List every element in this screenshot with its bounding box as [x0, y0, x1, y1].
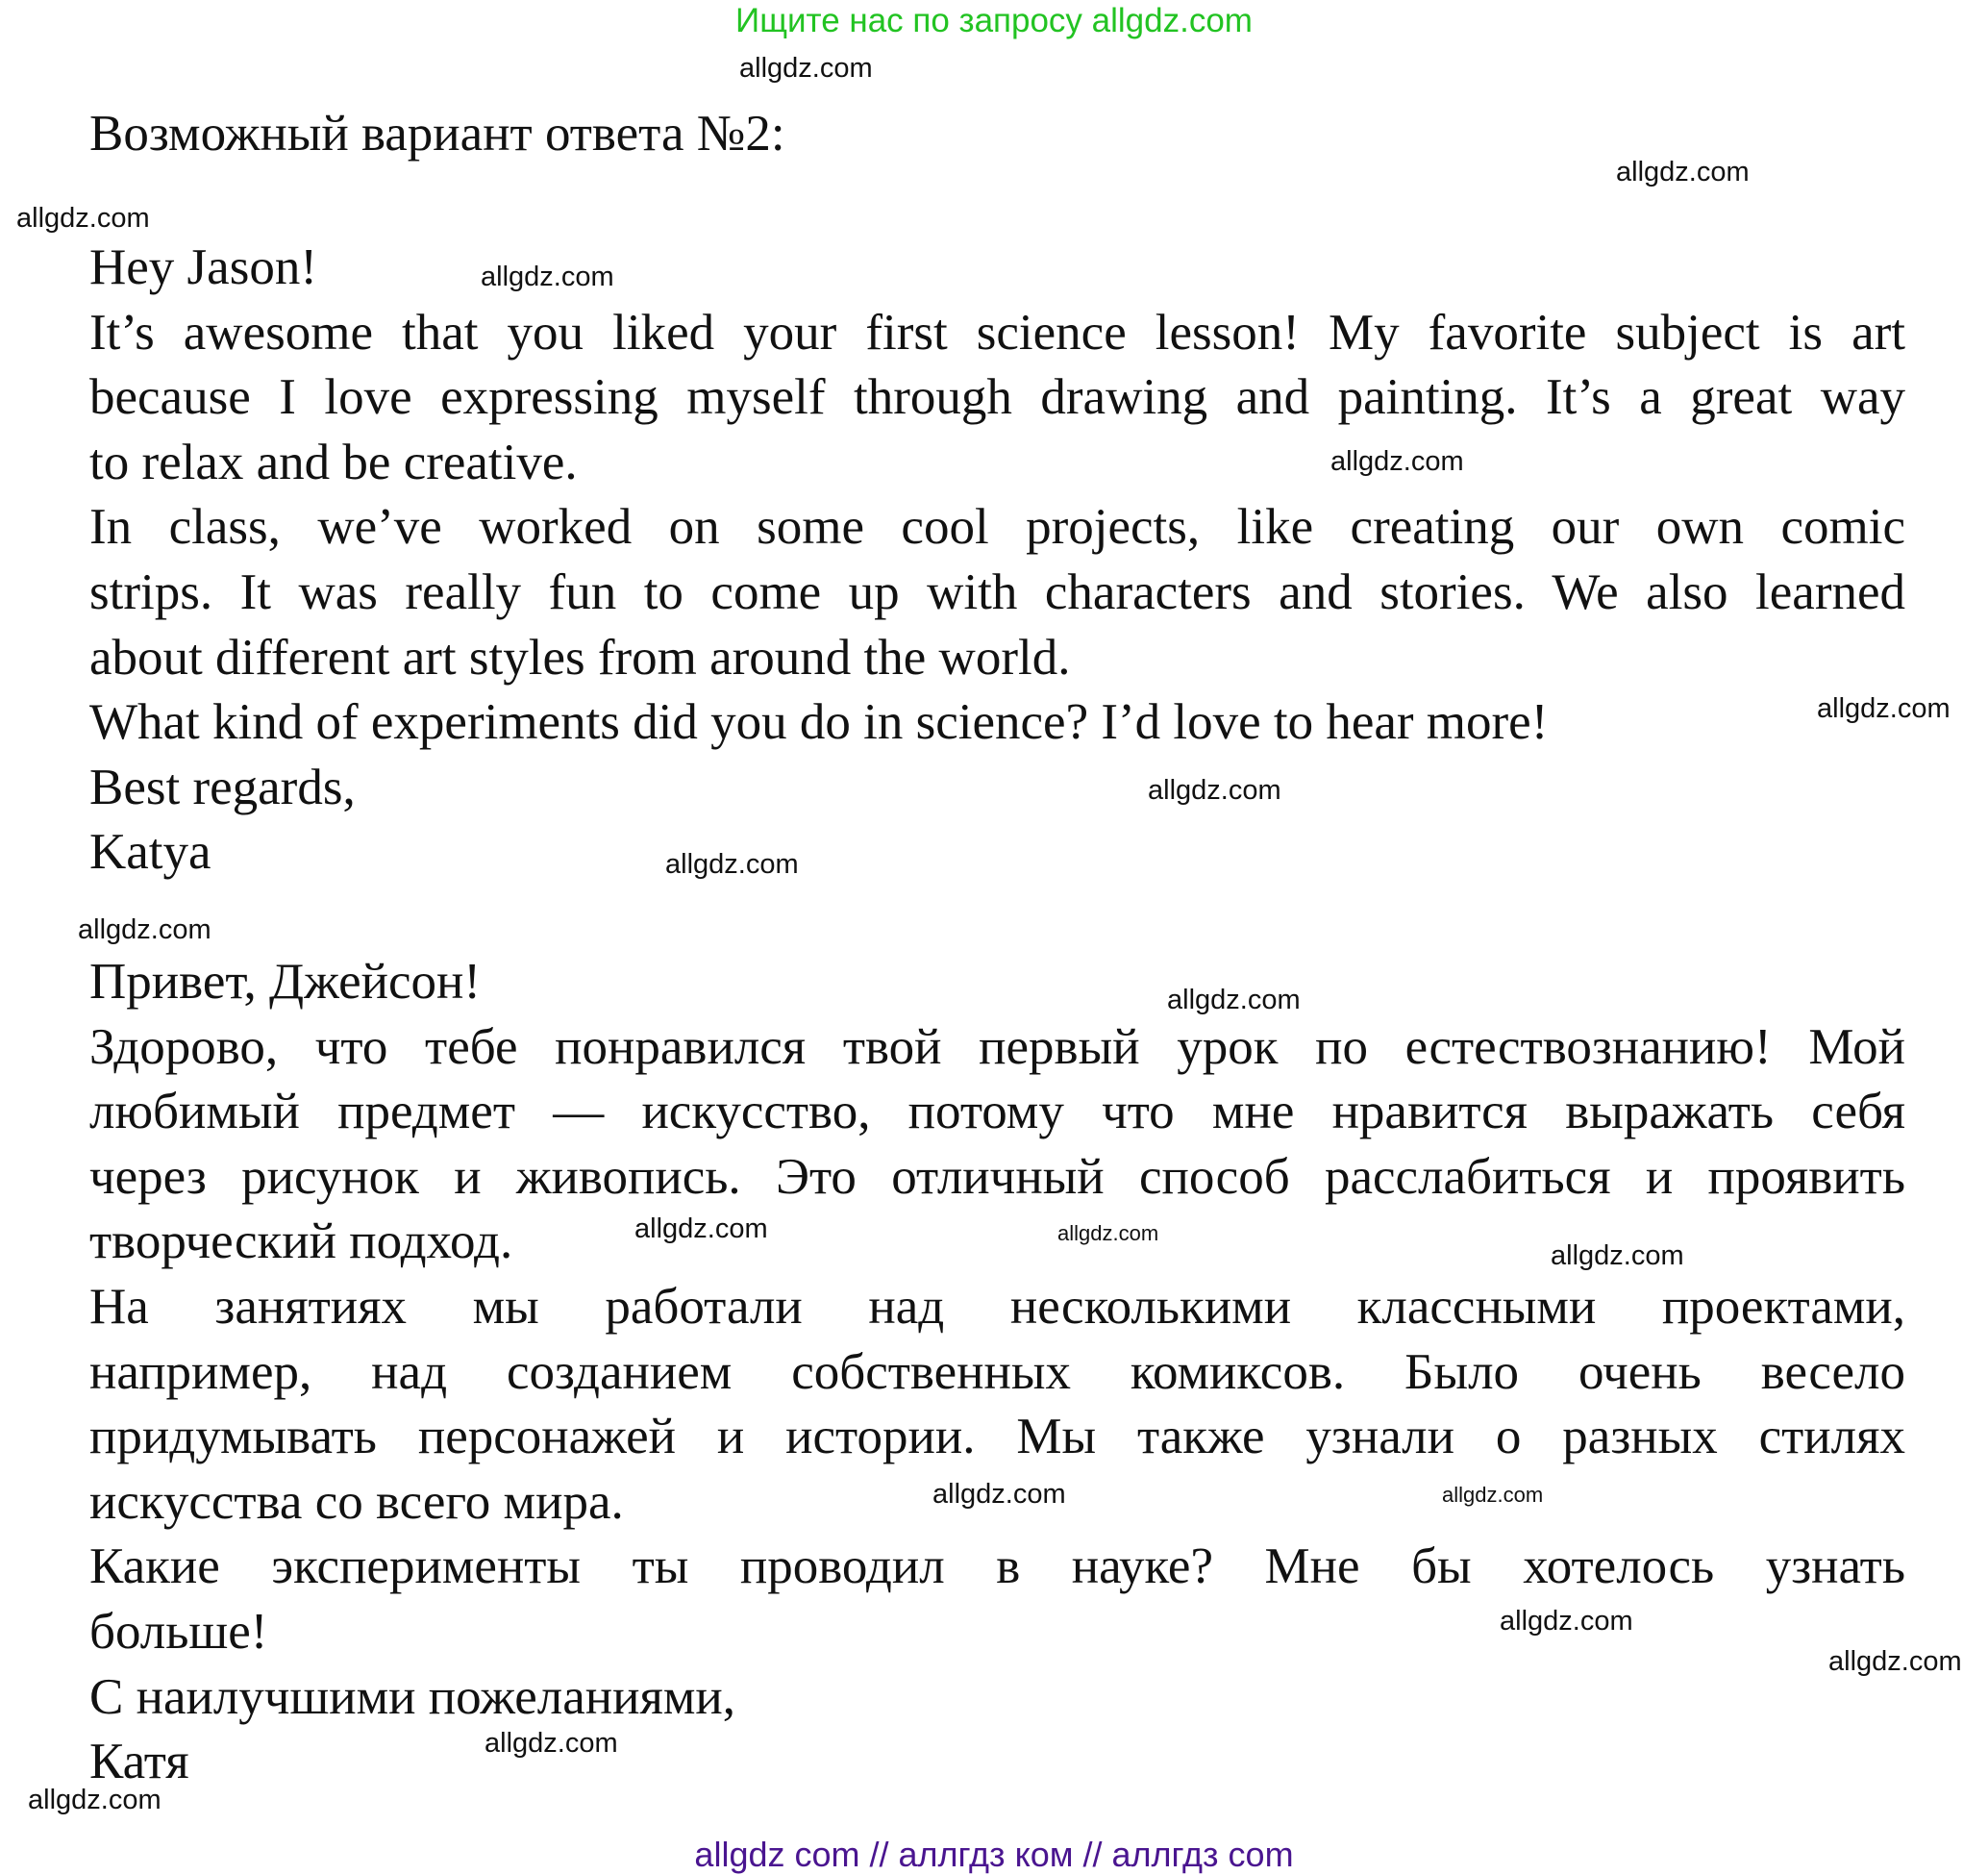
english-letter-line: because I love expressing myself through drawing and painting. It’s a great way	[89, 369, 1905, 426]
russian-letter-line: Привет, Джейсон!	[89, 954, 482, 1010]
watermark: allgdz.com	[78, 914, 211, 945]
english-letter-line: In class, we’ve worked on some cool projects, like creating our own comic	[89, 499, 1905, 556]
russian-letter-line: На занятиях мы работали над несколькими классными проектами,	[89, 1279, 1905, 1335]
english-letter-line: What kind of experiments did you do in science? I’d love to hear more!	[89, 694, 1549, 751]
russian-letter-line: С наилучшими пожеланиями,	[89, 1668, 735, 1725]
russian-letter-line: придумывать персонажей и истории. Мы также узнали о разных стилях	[89, 1409, 1905, 1465]
watermark: allgdz.com	[1330, 446, 1464, 477]
russian-letter-line: например, над созданием собственных комиксов. Было очень весело	[89, 1343, 1905, 1400]
watermark: allgdz.com	[1167, 985, 1301, 1015]
russian-letter-line: через рисунок и живопись. Это отличный способ расслабиться и проявить	[89, 1148, 1905, 1205]
watermark: allgdz.com	[1828, 1646, 1962, 1677]
english-letter-line: It’s awesome that you liked your first science lesson! My favorite subject is art	[89, 304, 1905, 361]
russian-letter-line: Какие эксперименты ты проводил в науке? Мне бы хотелось узнать	[89, 1538, 1905, 1595]
watermark: allgdz.com	[1148, 775, 1281, 806]
watermark: allgdz.com	[1817, 693, 1951, 724]
search-banner: Ищите нас по запросу allgdz.com	[735, 2, 1253, 39]
watermark: allgdz.com	[1057, 1221, 1159, 1245]
watermark: allgdz.com	[1551, 1240, 1684, 1271]
english-letter-line: Hey Jason!	[89, 239, 317, 295]
english-letter-line: to relax and be creative.	[89, 434, 578, 490]
page-title: Возможный вариант ответа №2:	[89, 106, 785, 162]
watermark: allgdz.com	[1442, 1483, 1544, 1507]
watermark: allgdz.com	[739, 53, 873, 84]
watermark: allgdz.com	[16, 203, 150, 234]
english-letter-line: strips. It was really fun to come up with characters and stories. We also learned	[89, 564, 1905, 620]
russian-letter-line: творческий подход.	[89, 1213, 513, 1270]
russian-letter-line: любимый предмет — искусство, потому что мне нравится выражать себя	[89, 1084, 1905, 1140]
watermark: allgdz.com	[28, 1785, 162, 1815]
english-letter-line: Katya	[89, 824, 211, 881]
russian-letter-line: Здорово, что тебе понравился твой первый урок по естествознанию! Мой	[89, 1018, 1905, 1075]
watermark: allgdz.com	[481, 262, 614, 292]
watermark: allgdz.com	[634, 1213, 768, 1244]
watermark: allgdz.com	[1500, 1606, 1633, 1637]
watermark: allgdz.com	[485, 1728, 618, 1759]
russian-letter-line: искусства со всего мира.	[89, 1473, 624, 1530]
watermark: allgdz.com	[1616, 157, 1750, 188]
footer-watermark: allgdz com // аллгдз ком // аллгдз com	[694, 1835, 1294, 1874]
english-letter-line: about different art styles from around the world.	[89, 629, 1071, 686]
watermark: allgdz.com	[665, 849, 799, 880]
english-letter-line: Best regards,	[89, 759, 356, 815]
watermark: allgdz.com	[932, 1479, 1066, 1510]
russian-letter-line: Катя	[89, 1734, 189, 1790]
russian-letter-line: больше!	[89, 1604, 268, 1660]
